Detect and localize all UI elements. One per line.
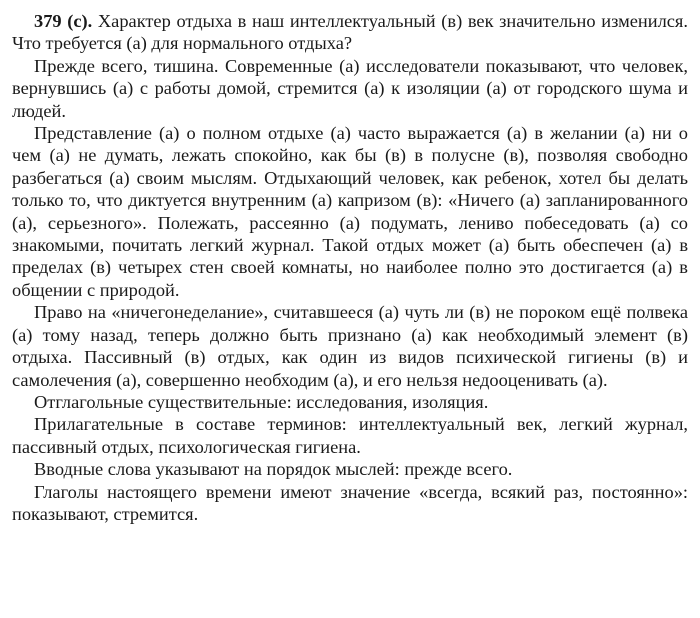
paragraph-4: Отглагольные существительные: исследования, изоляция. [34,391,489,412]
paragraph-3: Право на «ничегонеделание», считавшееся (а) чуть ли (в) не пороком ещё полвека (а) тому назад, теперь должно быть признано (а) как необходимый элемент (в) отдыха. Пассивный (в) отдых, как один из видов психической гигиены (в) и самолечения (а), совершенно необходим (а), и его нельзя недооценивать (а). [12,302,688,390]
exercise-intro-text: Характер отдыха в наш интеллектуальный (в) век значительно изменился. Что требуется (а) для нормального отдыха? [12,11,688,54]
paragraph-1: Прежде всего, тишина. Современные (а) исследователи показывают, что человек, вернувшись (а) с работы домой, стремится (а) к изоляции (а) от городского шума и людей. [12,55,688,121]
paragraph-6: Вводные слова указывают на порядок мыслей: прежде всего. [34,459,513,480]
paragraph-2: Представление (а) о полном отдыхе (а) часто выражается (а) в желании (а) ни о чем (а) не думать, лежать спокойно, как бы (в) в полусне (в), позволяя свободно разбегаться (а) своим мыслям. Отдыхающий человек, как ребенок, хотел бы делать только то, что диктуется внутренним (а) капризом (в): «Ничего (а) запланированного (а), серьезного». Полежать, рассеянно (а) подумать, лениво побеседовать (а) со знакомыми, почитать легкий журнал. Такой отдых может (а) быть обеспечен (а) в пределах (в) четырех стен своей комнаты, но наиболее полно это достигается (а) в общении с природой. [12,123,688,300]
paragraph-5: Прилагательные в составе терминов: интеллектуальный век, легкий журнал, пассивный отдых, психологическая гигиена. [12,414,688,457]
exercise-number: 379 (с). [34,11,93,31]
exercise-intro [12,10,688,55]
paragraph-7: Глаголы настоящего времени имеют значение «всегда, всякий раз, постоянно»: показывают, стремится. [12,481,688,524]
